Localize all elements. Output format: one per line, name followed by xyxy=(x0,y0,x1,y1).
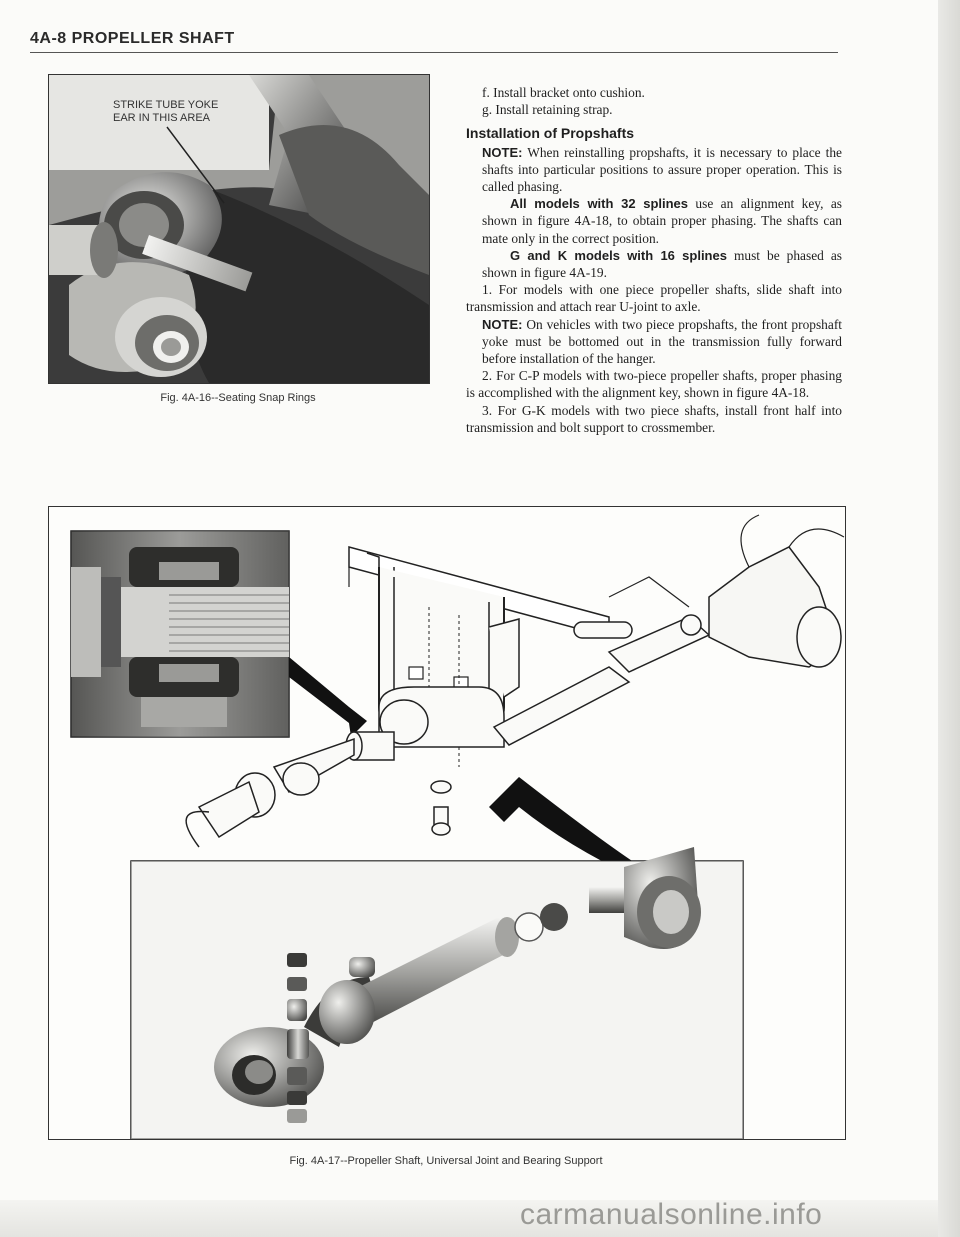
figure-4a-16-photo xyxy=(48,74,430,384)
bold-lead-16: G and K models with 16 splines xyxy=(510,247,727,263)
figure-4a-17-caption: Fig. 4A-17--Propeller Shaft, Universal Joint and Bearing Support xyxy=(289,1155,603,1167)
note-label: NOTE: xyxy=(482,144,523,160)
figure-callout-label: STRIKE TUBE YOKE EAR IN THIS AREA xyxy=(113,99,219,124)
propeller-shaft-exploded-illustration xyxy=(49,507,845,1139)
page-edge-shadow xyxy=(938,0,960,1237)
bold-lead-32: All models with 32 splines xyxy=(510,196,689,212)
step-2: 2. For C-P models with two-piece propeller shafts, proper phasing is accomplished with the alignment key, shown in figure 4A-18. xyxy=(466,368,842,401)
figure-4a-17-illustration xyxy=(48,506,846,1140)
paragraph-32-splines: All models with 32 splines use an alignment key, as shown in figure 4A-18, to obtain proper phasing. The shafts can mate only in the correct position. xyxy=(482,196,842,246)
page-header: 4A-8 PROPELLER SHAFT xyxy=(30,30,235,47)
section-heading: Installation of Propshafts xyxy=(466,125,635,142)
site-watermark: carmanualsonline.info xyxy=(520,1198,823,1231)
figure-4a-16-caption: Fig. 4A-16--Seating Snap Rings xyxy=(160,392,316,404)
text-column xyxy=(466,84,842,436)
step-1: 1. For models with one piece propeller shafts, slide shaft into transmission and attach rear U-joint to axle. xyxy=(466,282,842,315)
header-rule xyxy=(30,52,838,53)
note-label-2: NOTE: xyxy=(482,316,523,332)
step-3: 3. For G-K models with two piece shafts, install front half into transmission and bolt support to crossmember. xyxy=(466,402,842,435)
paragraph-16-splines: G and K models with 16 splines must be phased as shown in figure 4A-19. xyxy=(482,247,842,281)
step-g: g. Install retaining strap. xyxy=(482,102,613,118)
note-paragraph-1: NOTE: When reinstalling propshafts, it is necessary to place the shafts into particular positions to assure proper operation. This is called phasing. xyxy=(482,144,842,195)
step-f: f. Install bracket onto cushion. xyxy=(482,85,645,100)
note-paragraph-2: NOTE: On vehicles with two piece propshafts, the front propshaft yoke must be bottomed out in the transmission fully forward before installation of the hanger. xyxy=(482,316,842,367)
